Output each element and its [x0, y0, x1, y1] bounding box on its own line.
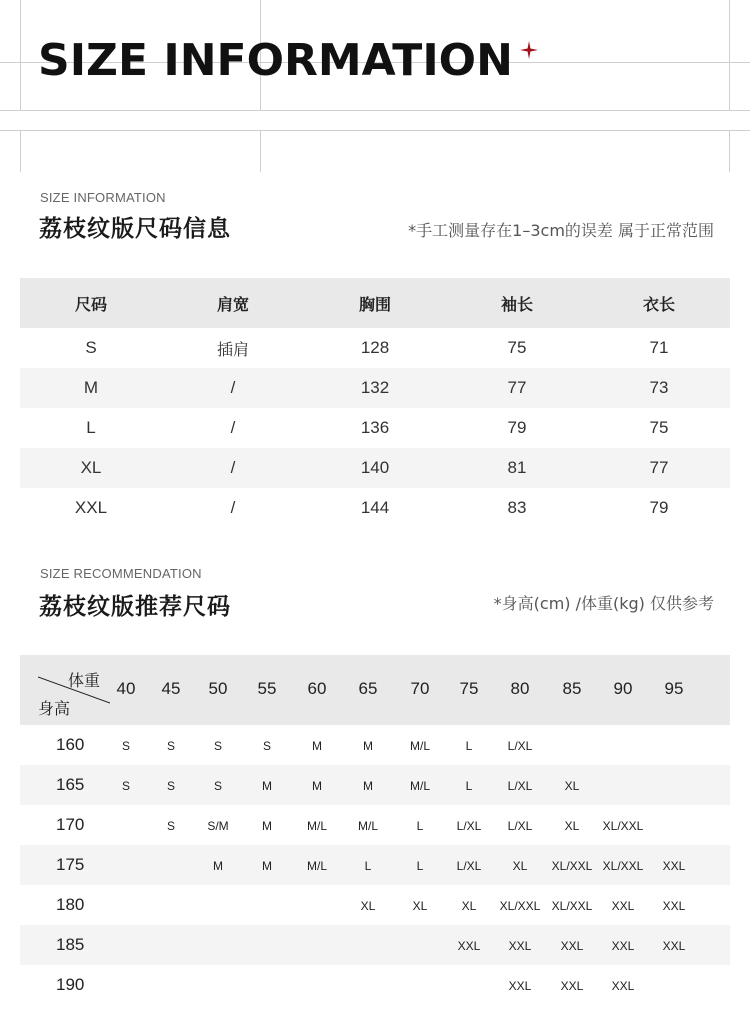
size-cell: M/L: [409, 739, 431, 753]
size-cell: M: [363, 739, 373, 753]
weight-column-header: 80: [510, 679, 530, 698]
header-cell: 衣长: [642, 296, 675, 314]
weight-label: 体重: [68, 671, 101, 690]
table-cell: 75: [507, 338, 527, 357]
size-cell: M: [262, 779, 272, 793]
header-cell: 尺码: [74, 296, 107, 314]
weight-column-header: 65: [358, 679, 378, 698]
size-cell: M/L: [306, 819, 328, 833]
section-note: *手工测量存在1–3cm的误差 属于正常范围: [408, 221, 714, 240]
size-cell: XL: [360, 899, 376, 913]
table-row: [20, 805, 730, 845]
size-recommendation-table: [20, 655, 730, 1005]
height-cell: 190: [56, 975, 85, 994]
table-row: [20, 448, 730, 488]
size-cell: XL/XXL: [551, 899, 593, 913]
weight-column-header: 40: [116, 679, 136, 698]
size-cell: XL: [564, 819, 580, 833]
weight-column-header: 95: [664, 679, 684, 698]
table-row: [20, 368, 730, 408]
table-cell: 128: [360, 338, 390, 357]
section-en-label: SIZE RECOMMENDATION: [40, 566, 202, 581]
size-cell: L/XL: [507, 739, 533, 753]
size-cell: XXL: [508, 979, 532, 993]
size-cell: XXL: [508, 939, 532, 953]
table-row: [20, 725, 730, 765]
size-cell: M: [312, 739, 322, 753]
weight-column-header: 45: [161, 679, 181, 698]
size-cell: L: [416, 859, 424, 873]
weight-column-header: 70: [410, 679, 430, 698]
size-cell: XL/XXL: [551, 859, 593, 873]
size-cell: S: [166, 739, 176, 753]
height-cell: 185: [56, 935, 85, 954]
grid-line: [20, 130, 21, 172]
size-cell: L/XL: [507, 819, 533, 833]
header-cell: 胸围: [358, 296, 391, 314]
table-cell: 77: [649, 458, 669, 477]
table-cell: 71: [649, 338, 669, 357]
size-cell: XXL: [560, 979, 584, 993]
size-cell: XXL: [662, 939, 686, 953]
grid-line: [20, 0, 21, 110]
section-en-label: SIZE INFORMATION: [40, 190, 166, 205]
table-cell: XXL: [74, 498, 108, 517]
size-cell: L/XL: [456, 819, 482, 833]
size-cell: S/M: [207, 819, 229, 833]
size-cell: XL: [512, 859, 528, 873]
size-cell: L: [465, 779, 473, 793]
table-cell: /: [230, 458, 236, 477]
table-cell: 83: [507, 498, 527, 517]
size-cell: S: [166, 819, 176, 833]
grid-line: [729, 130, 730, 172]
size-cell: XL/XXL: [602, 819, 644, 833]
banner-title: SIZE INFORMATION: [38, 35, 513, 86]
size-cell: XXL: [662, 899, 686, 913]
table-row: [20, 408, 730, 448]
size-cell: M: [262, 859, 272, 873]
table-cell: 79: [649, 498, 669, 517]
size-cell: M/L: [306, 859, 328, 873]
table-cell: L: [86, 418, 96, 437]
size-cell: S: [213, 779, 223, 793]
size-cell: M: [312, 779, 322, 793]
size-cell: XXL: [611, 899, 635, 913]
table-cell: S: [85, 338, 97, 357]
table-cell: /: [230, 378, 236, 397]
size-cell: S: [121, 779, 131, 793]
height-cell: 165: [56, 775, 85, 794]
table-row: [20, 885, 730, 925]
grid-line: [729, 0, 730, 110]
size-cell: XXL: [457, 939, 481, 953]
height-cell: 175: [56, 855, 85, 874]
header-cell: 肩宽: [216, 296, 249, 314]
height-cell: 180: [56, 895, 85, 914]
table-cell: 79: [507, 418, 527, 437]
weight-column-header: 60: [307, 679, 327, 698]
table-cell: /: [230, 418, 236, 437]
size-cell: M/L: [357, 819, 379, 833]
weight-column-header: 50: [208, 679, 228, 698]
table-cell: 插肩: [216, 339, 249, 359]
size-cell: S: [213, 739, 223, 753]
table-row: [20, 845, 730, 885]
size-cell: L: [416, 819, 424, 833]
size-info-table: [20, 278, 730, 528]
table-row: [20, 765, 730, 805]
table-cell: M: [83, 378, 99, 397]
size-cell: S: [166, 779, 176, 793]
size-cell: XXL: [611, 939, 635, 953]
grid-line: [260, 130, 261, 172]
table-cell: /: [230, 498, 236, 517]
weight-column-header: 55: [257, 679, 277, 698]
size-cell: L/XL: [456, 859, 482, 873]
sparkle-icon: [520, 41, 538, 59]
size-cell: M: [363, 779, 373, 793]
size-cell: XL/XXL: [499, 899, 541, 913]
table-cell: 132: [360, 378, 390, 397]
size-cell: XXL: [611, 979, 635, 993]
table-row: [20, 965, 730, 1005]
table-cell: 136: [360, 418, 390, 437]
table-cell: 144: [360, 498, 390, 517]
size-cell: XL: [564, 779, 580, 793]
table-row: [20, 488, 730, 528]
size-cell: M: [213, 859, 223, 873]
header-cell: 袖长: [500, 296, 533, 314]
height-cell: 160: [56, 735, 85, 754]
table-cell: 73: [649, 378, 669, 397]
table-cell: XL: [80, 458, 102, 477]
grid-line: [0, 130, 750, 131]
size-cell: XXL: [662, 859, 686, 873]
section-title: 荔枝纹版推荐尺码: [39, 594, 231, 620]
size-cell: S: [121, 739, 131, 753]
size-cell: M/L: [409, 779, 431, 793]
section-title: 荔枝纹版尺码信息: [39, 216, 231, 242]
height-label: 身高: [38, 699, 71, 718]
size-cell: L/XL: [507, 779, 533, 793]
table-cell: 140: [360, 458, 390, 477]
size-cell: S: [262, 739, 272, 753]
size-cell: XL: [461, 899, 477, 913]
size-cell: XL/XXL: [602, 859, 644, 873]
table-header-row: [20, 278, 730, 328]
table-cell: 81: [507, 458, 527, 477]
grid-line: [0, 110, 750, 111]
weight-column-header: 75: [459, 679, 479, 698]
table-row: [20, 925, 730, 965]
size-cell: L: [364, 859, 372, 873]
table-row: [20, 328, 730, 368]
table-cell: 77: [507, 378, 527, 397]
size-cell: XXL: [560, 939, 584, 953]
height-cell: 170: [56, 815, 85, 834]
table-header-row: [20, 655, 730, 725]
weight-column-header: 90: [613, 679, 633, 698]
weight-column-header: 85: [562, 679, 582, 698]
section-note: *身高(cm) /体重(kg) 仅供参考: [493, 594, 714, 613]
size-cell: M: [262, 819, 272, 833]
size-cell: XL: [412, 899, 428, 913]
size-cell: L: [465, 739, 473, 753]
table-cell: 75: [649, 418, 669, 437]
